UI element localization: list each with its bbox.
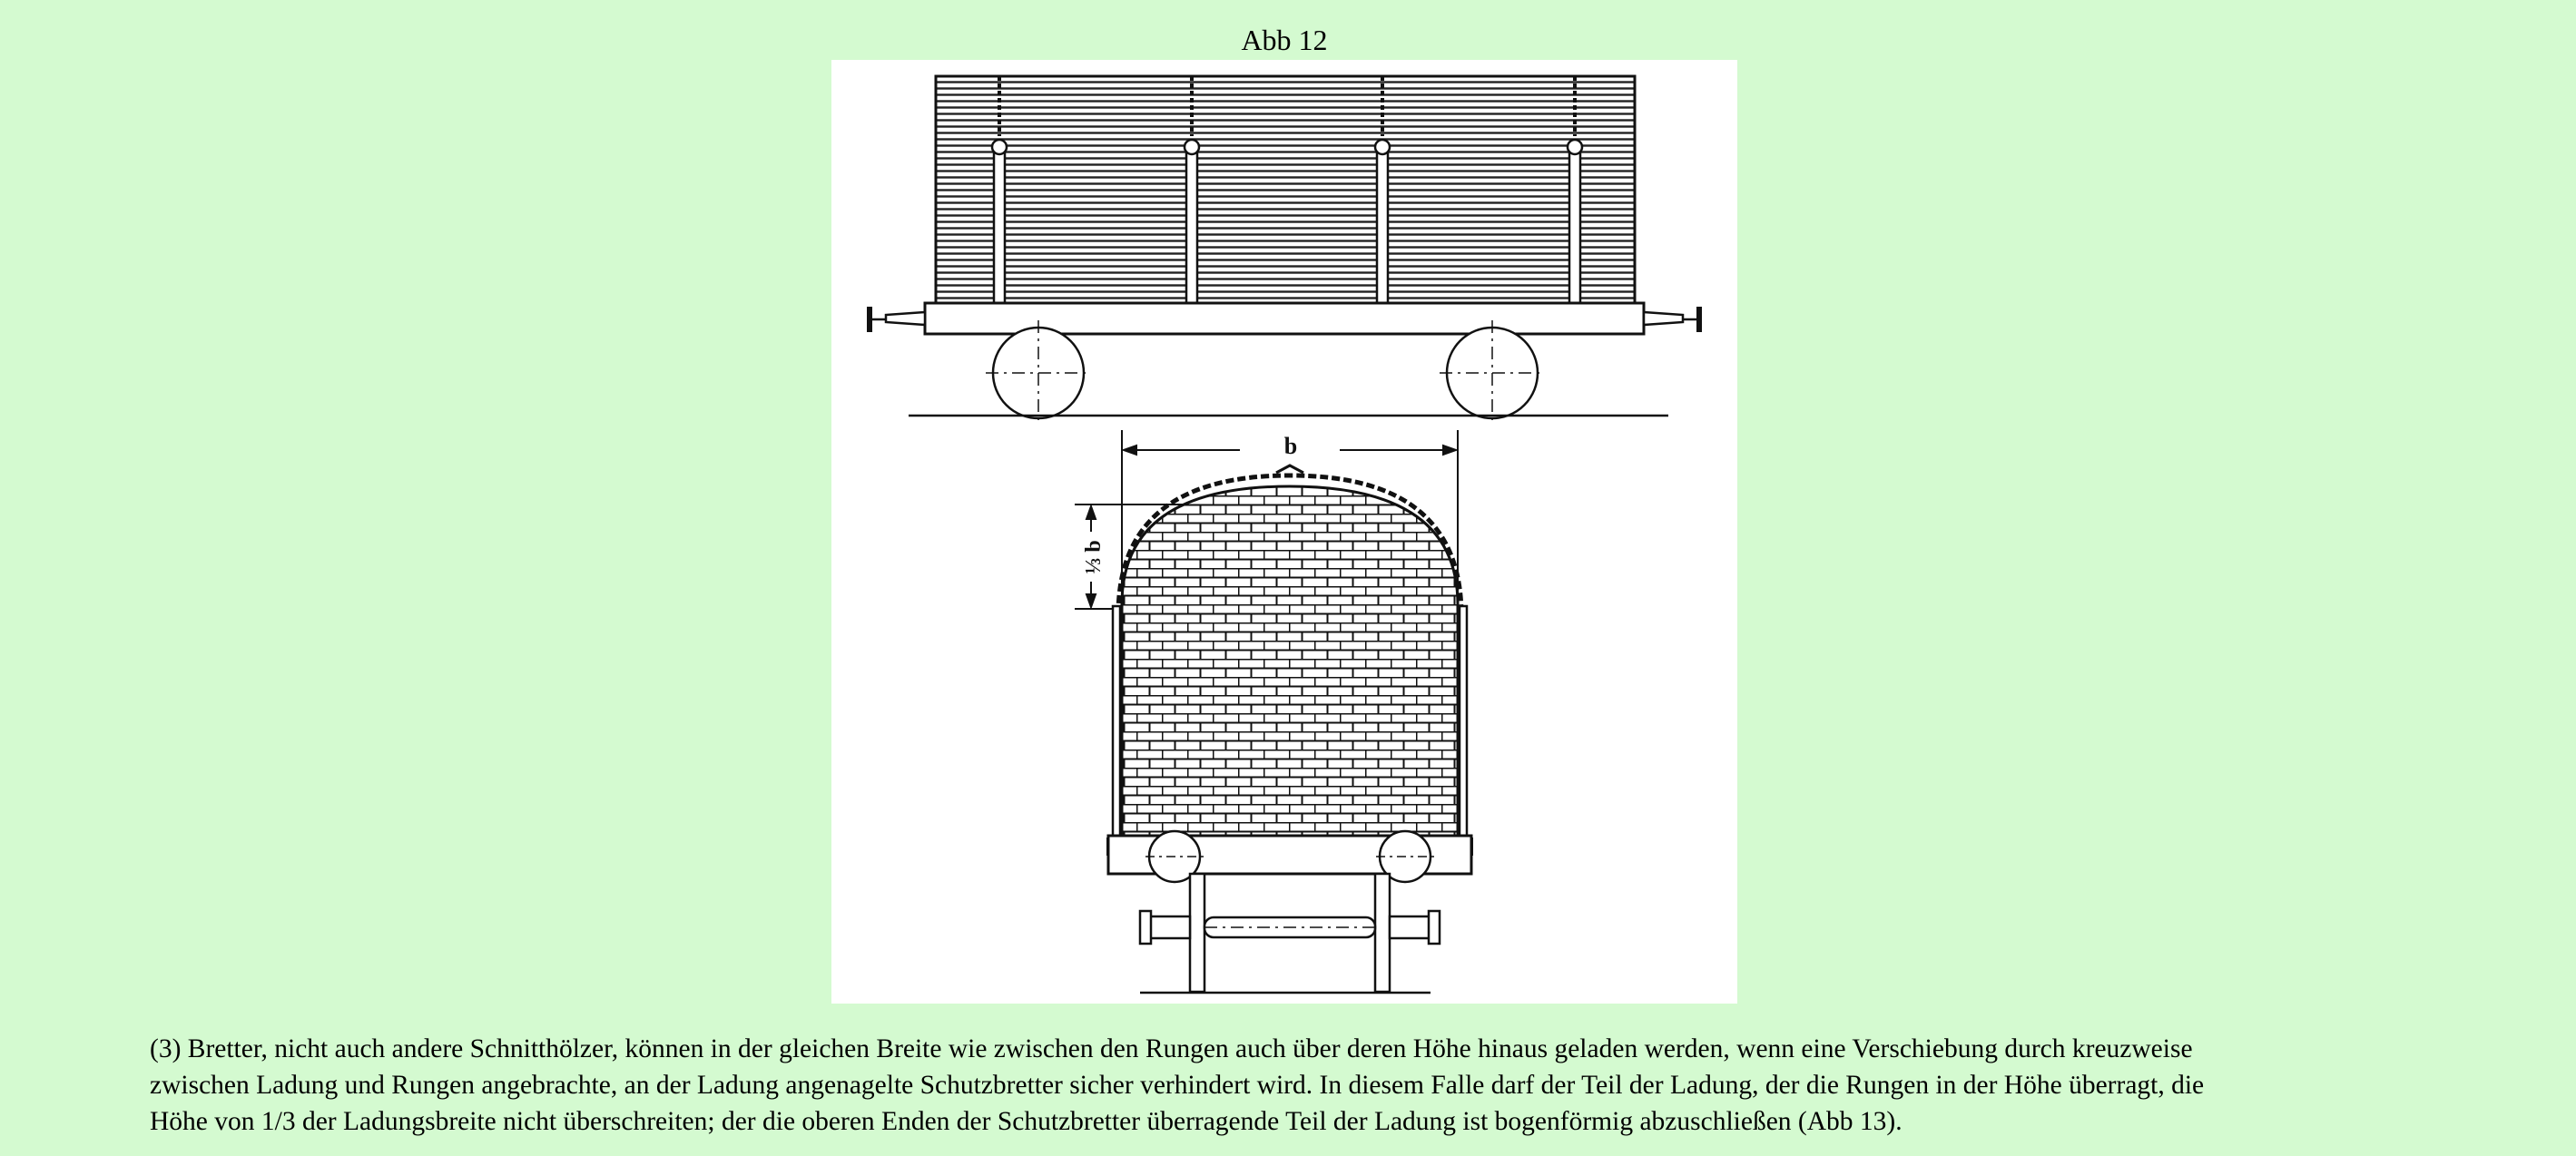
stake-right-end [1460, 606, 1467, 842]
figure-caption: Abb 12 [1241, 24, 1328, 56]
wheelset [1140, 874, 1440, 992]
side-view [870, 76, 1699, 426]
wheel-left [986, 320, 1091, 426]
wagon-drawing [831, 60, 1737, 1004]
height-label: ⅓ b [1082, 540, 1106, 574]
buffer-right [1644, 307, 1699, 332]
paragraph-line: zwischen Ladung und Rungen angebrachte, an der Ladung angenagelte Schutzbretter sicher verhindert wird. In diesem Falle darf der Teil der Ladung, der die Rungen in der Höhe überragt, die [150, 1071, 2205, 1100]
paragraph-line: (3) Bretter, nicht auch andere Schnitthölzer, können in der gleichen Breite wie zwischen den Rungen auch über deren Höhe hinaus geladen werden, wenn eine Verschiebung durch kreuzweise [150, 1034, 2193, 1063]
lumber-load-side [936, 76, 1635, 305]
paragraph-line: Höhe von 1/3 der Ladungsbreite nicht überschreiten; der die oberen Enden der Schutzbretter überragende Teil der Ladung ist bogenförmig abzuschließen (Abb 13). [150, 1107, 1903, 1136]
lumber-load-end [1122, 486, 1458, 836]
end-view [1075, 430, 1472, 993]
wheel-right [1440, 320, 1545, 426]
technical-drawing [831, 60, 1737, 1004]
stake-left-end [1113, 606, 1120, 842]
buffer-left [870, 307, 925, 332]
width-label: b [1283, 433, 1298, 459]
body-paragraph [150, 1031, 2510, 1140]
